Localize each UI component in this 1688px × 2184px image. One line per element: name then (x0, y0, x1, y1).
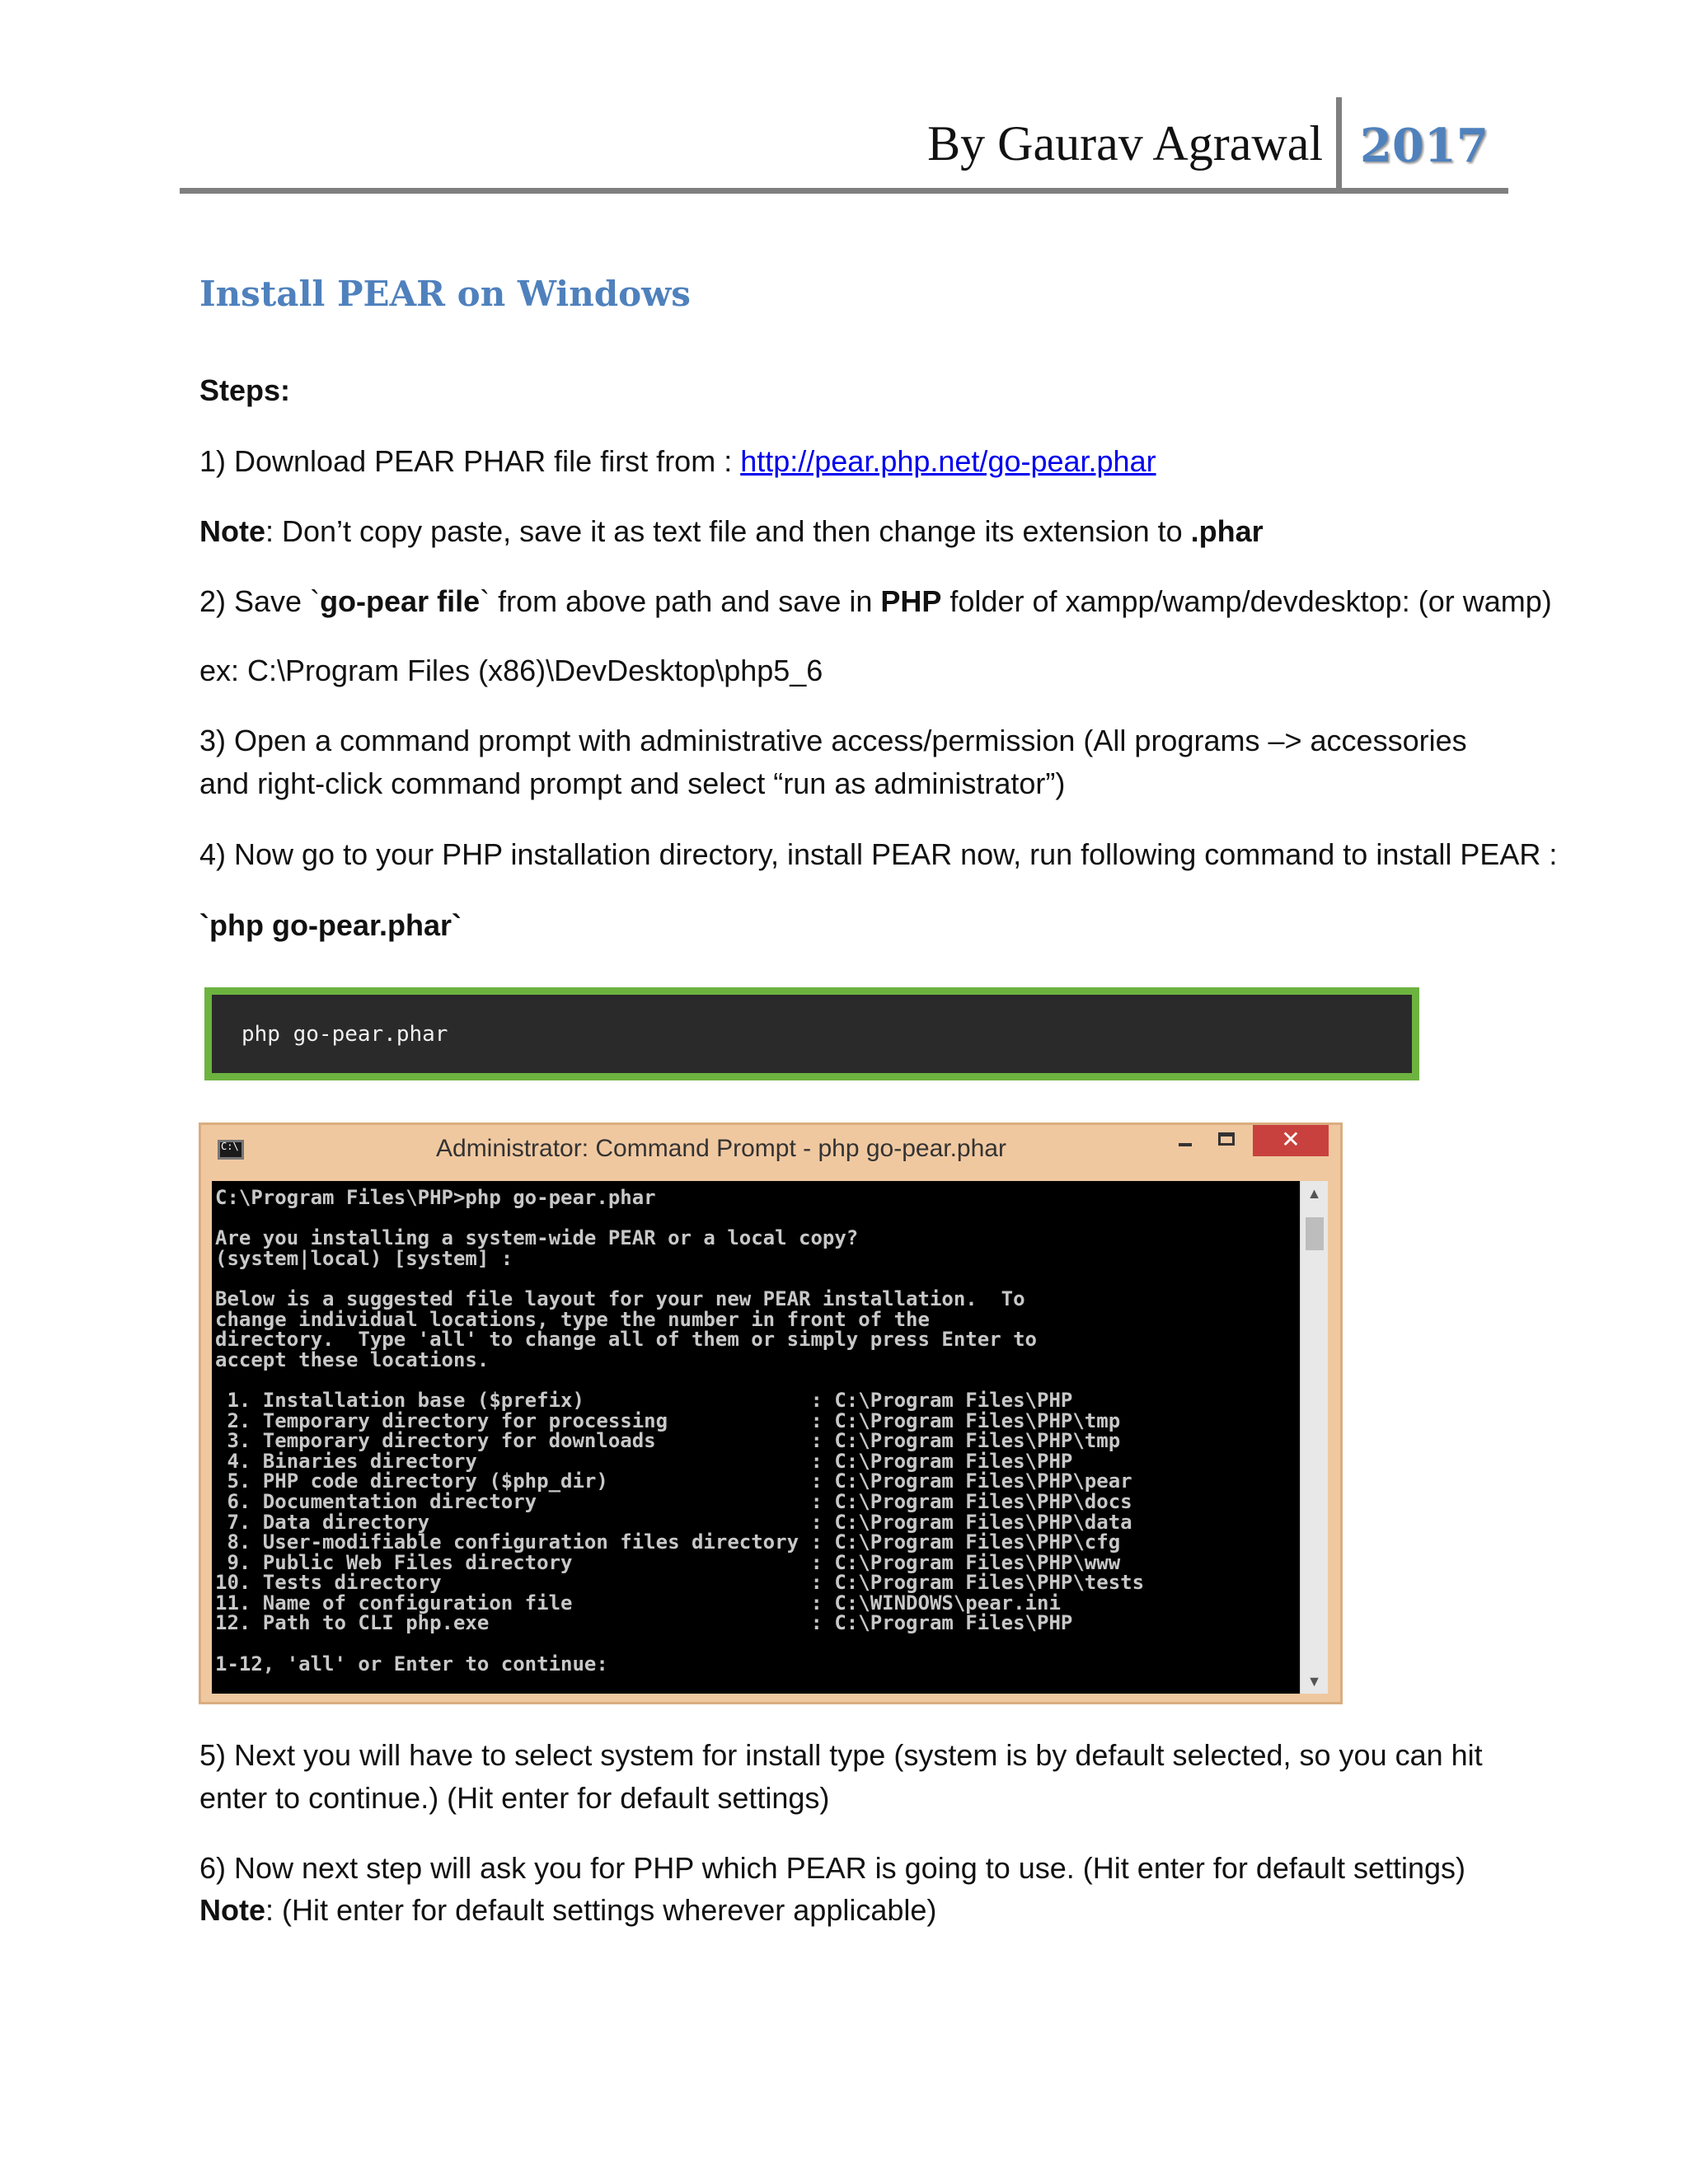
step-2-a: 2) Save ` (199, 584, 321, 618)
step-1-text: 1) Download PEAR PHAR file first from : (199, 444, 741, 478)
example-path: ex: C:\Program Files (x86)\DevDesktop\php5_6 (199, 654, 823, 687)
scroll-thumb[interactable] (1306, 1217, 1324, 1250)
steps-heading-text: Steps: (199, 373, 291, 407)
command-text: `php go-pear.phar` (199, 908, 462, 942)
step-6: 6) Now next step will ask you for PHP which PEAR is going to use. (Hit enter for default settings) (199, 1851, 1466, 1885)
code-block-text: php go-pear.phar (241, 1022, 448, 1047)
step-2-file: go-pear file (320, 584, 481, 618)
page-header (180, 97, 1508, 194)
header-divider (1336, 97, 1342, 188)
steps-heading (199, 369, 1502, 412)
console-output (212, 1181, 1300, 1694)
window-title: Administrator: Command Prompt - php go-pear.phar (436, 1135, 1006, 1162)
step-4: 4) Now go to your PHP installation directory, install PEAR now, run following command to install PEAR : (199, 837, 1558, 871)
console-text: C:\Program Files\PHP>php go-pear.phar Are you installing a system-wide PEAR or a local copy? (system|local) [system] : Below is a suggested file layout for your new PEAR installation. To change individual locations, type the number in front of the directory. Type 'all' to change all of them or simply press Enter to accept these locations. 1. Installation base ($prefix) : C:\Program Files\PHP 2. Temporary directory for processing : C:\Program Files\PHP\tmp 3. Temporary directory for downloads : C:\Program Files\PHP\tmp 4. Binaries directory : C:\Program Files\PHP 5. PHP code directory ($php_dir) : C:\Program Files\PHP\pear 6. Documentation directory : C:\Program Files\PHP\docs 7. Data directory : C:\Program Files\PHP\data 8. User-modifiable configuration files directory : C:\Program Files\PHP\cfg 9. Public Web Files directory : C:\Program Files\PHP\www 10. Tests directory : C:\Program Files\PHP\tests 11. Name of configuration file : C:\WINDOWS\pear.ini 12. Path to CLI php.exe : C:\Program Files\PHP 1-12, 'all' or Enter to continue: (215, 1186, 1145, 1675)
note-1-extension: .phar (1190, 514, 1264, 548)
close-button[interactable]: ✕ (1253, 1125, 1329, 1156)
vertical-scrollbar[interactable] (1300, 1181, 1328, 1694)
step-2-php: PHP (880, 584, 942, 618)
author-name: By Gaurav Agrawal (927, 116, 1323, 171)
note-1 (199, 510, 1502, 553)
code-block (204, 987, 1419, 1080)
note-1-label: Note (199, 514, 265, 548)
note-1-text: : Don’t copy paste, save it as text file and then change its extension to (265, 514, 1191, 548)
step-3: 3) Open a command prompt with administrative access/permission (All programs –> accessories and right-click command prompt and select “run as administrator”) (199, 724, 1467, 800)
scroll-down-icon[interactable]: ▼ (1306, 1673, 1322, 1690)
step-2-b: ` from above path and save in (480, 584, 881, 618)
maximize-button[interactable] (1208, 1125, 1245, 1156)
command-line (199, 904, 1502, 947)
step-2 (199, 580, 1552, 623)
step-2-c: folder of xampp/wamp/devdesktop: (or wamp) (941, 584, 1552, 618)
note-2 (199, 1889, 1502, 1932)
note-2-text: : (Hit enter for default settings wherever applicable) (265, 1893, 937, 1927)
step-1 (199, 440, 1502, 483)
step-5: 5) Next you will have to select system for install type (system is by default selected, so you can hit enter to continue.) (Hit enter for default settings) (199, 1738, 1483, 1815)
header-year: 2017 (1360, 119, 1489, 173)
command-prompt-window (199, 1122, 1343, 1704)
page-title: Install PEAR on Windows (199, 274, 691, 314)
minimize-button[interactable] (1167, 1125, 1203, 1156)
scroll-up-icon[interactable]: ▲ (1306, 1185, 1322, 1202)
go-pear-link[interactable]: http://pear.php.net/go-pear.phar (740, 444, 1156, 478)
note-2-label: Note (199, 1893, 265, 1927)
